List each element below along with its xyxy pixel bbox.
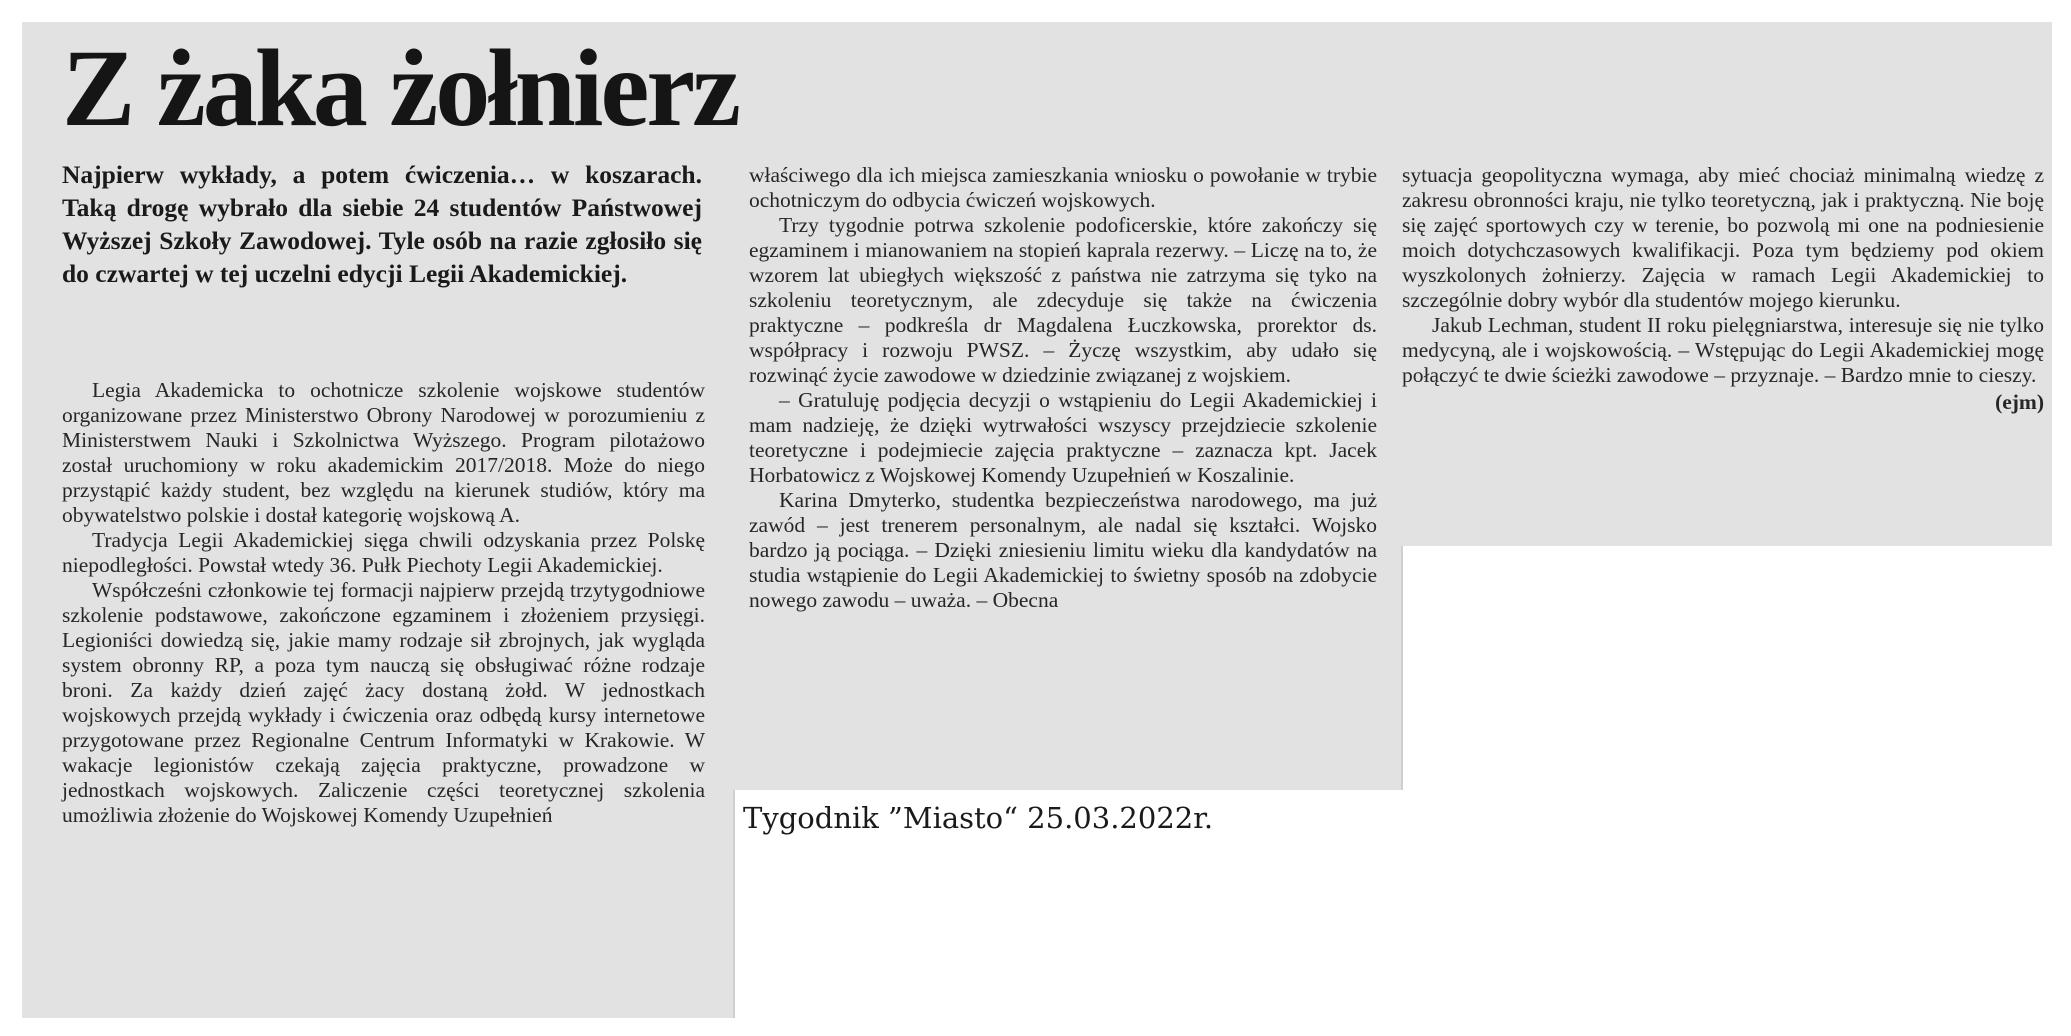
clipping-edge-line: [733, 790, 735, 1018]
paragraph: Legia Akademicka to ochotnicze szkolenie wojskowe studentów organizowane przez Ministerstwo Obrony Narodowej w porozumieniu z Ministerstwem Nauki i Szkolnictwa Wyższego. Program pilotażowo został uruchomiony w roku akademickim 2017/2018. Może do niego przystąpić każdy student, bez względu na kierunek studiów, który ma obywatelstwo polskie i dostał kategorię wojskową A.: [62, 378, 705, 527]
paragraph: Tradycja Legii Akademickiej sięga chwili odzyskania przez Polskę niepodległości. Powstał wtedy 36. Pułk Piechoty Legii Akademickiej.: [62, 528, 705, 577]
article-column-3: [1402, 163, 2044, 415]
paragraph: Współcześni członkowie tej formacji najpierw przejdą trzytygodniowe szkolenie podstawowe, zakończone egzaminem i złożeniem przysięgi. Legioniści dowiedzą się, jakie mamy rodzaje sił zbrojnych, jak wygląda system obronny RP, a poza tym nauczą się obsługiwać różne rodzaje broni. Za każdy dzień zajęć żacy dostaną żołd. W jednostkach wojskowych przejdą wykłady i ćwiczenia oraz odbędą kursy internetowe przygotowane przez Regionalne Centrum Informatyki w Krakowie. W wakacje legionistów czekają zajęcia praktyczne, prowadzone w jednostkach wojskowych. Zaliczenie części teoretycznej szkolenia umożliwia złożenie do Wojskowej Komendy Uzupełnień: [62, 578, 705, 827]
paragraph: Trzy tygodnie potrwa szkolenie podoficerskie, które zakończy się egzaminem i mianowaniem na stopień kaprala rezerwy. – Liczę na to, że wzorem lat ubiegłych większość z państwa nie zatrzyma się tyko na szkoleniu teoretycznym, ale zdecyduje się także na ćwiczenia praktyczne – podkreśla dr Magdalena Łuczkowska, prorektor ds. współpracy i rozwoju PWSZ. – Życzę wszystkim, aby udało się rozwinąć życie zawodowe w dziedzinie związanej z wojskiem.: [749, 213, 1377, 387]
paragraph: Jakub Lechman, student II roku pielęgniarstwa, interesuje się nie tylko medycyną, ale i wojskowością. – Wstępując do Legii Akademickiej mogę połączyć te dwie ścieżki zawodowe – przyznaje. – Bardzo mnie to cieszy.: [1402, 313, 2044, 387]
article-column-1: [62, 378, 705, 828]
clipping-edge-line: [1401, 546, 1403, 790]
paragraph: właściwego dla ich miejsca zamieszkania wniosku o powołanie w trybie ochotniczym do odbycia ćwiczeń wojskowych.: [749, 163, 1377, 212]
paragraph: sytuacja geopolityczna wymaga, aby mieć chociaż minimalną wiedzę z zakresu obronności kraju, nie tylko teoretyczną, jak i praktyczną. Nie boję się zajęć sportowych czy w terenie, bo pozwolą mi one na podniesienie moich dotychczasowych kwalifikacji. Poza tym będziemy pod okiem wyszkolonych żołnierzy. Zajęcia w ramach Legii Akademickiej to szczególnie dobry wybór dla studentów mojego kierunku.: [1402, 163, 2044, 312]
article-headline: Z żaka żołnierz: [62, 27, 738, 149]
paragraph: Karina Dmyterko, studentka bezpieczeństwa narodowego, ma już zawód – jest trenerem personalnym, ale nadal się kształci. Wojsko bardzo ją pociąga. – Dzięki zniesieniu limitu wieku dla kandydatów na studia wstąpienie do Legii Akademickiej to świetny sposób na zdobycie nowego zawodu – uważa. – Obecna: [749, 488, 1377, 612]
paragraph: – Gratuluję podjęcia decyzji o wstąpieniu do Legii Akademickiej i mam nadzieję, że dzięki wytrwałości wszyscy przejdziecie szkolenie teoretyczne i podejmiecie zajęcia praktyczne – zaznacza kpt. Jacek Horbatowicz z Wojskowej Komendy Uzupełnień w Koszalinie.: [749, 388, 1377, 487]
author-byline: (ejm): [1995, 390, 2044, 414]
source-caption: Tygodnik ”Miasto“ 25.03.2022r.: [743, 801, 1214, 835]
article-column-2: [749, 163, 1377, 613]
article-lead: Najpierw wykłady, a potem ćwiczenia… w koszarach. Taką drogę wybrało dla siebie 24 studentów Państwowej Wyższej Szkoły Zawodowej. Tyle osób na razie zgłosiło się do czwartej w tej uczelni edycji Legii Akademickiej.: [62, 160, 702, 288]
